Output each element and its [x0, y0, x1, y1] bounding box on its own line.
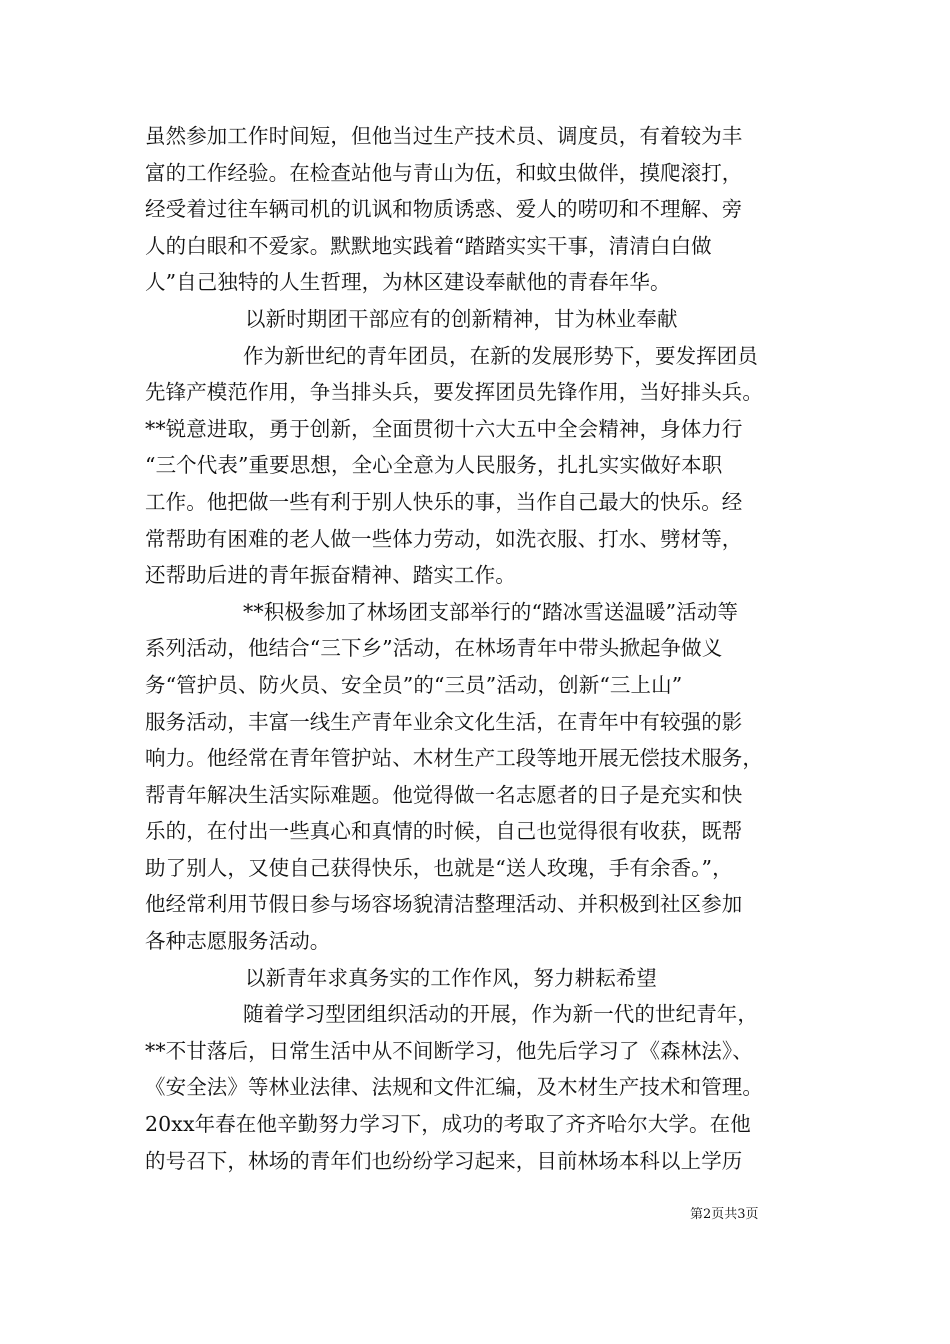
text-line: “三个代表”重要思想，全心全意为人民服务，扎扎实实做好本职 — [145, 453, 723, 478]
text-line: 响力。他经常在青年管护站、木材生产工段等地开展无偿技术服务， — [145, 746, 763, 771]
text-line: 人的白眼和不爱家。默默地实践着“踏踏实实干事，清清白白做 — [145, 233, 712, 258]
text-line: 各种志愿服务活动。 — [145, 929, 331, 954]
text-line: 作为新世纪的青年团员，在新的发展形势下，要发挥团员 — [243, 343, 758, 368]
text-line: 随着学习型团组织活动的开展，作为新一代的世纪青年， — [243, 1002, 758, 1027]
text-line: 他经常利用节假日参与场容场貌清洁整理活动、并积极到社区参加 — [145, 892, 743, 917]
text-line: 服务活动，丰富一线生产青年业余文化生活，在青年中有较强的影 — [145, 709, 743, 734]
text-line: **不甘落后，日常生活中从不间断学习，他先后学习了《森林法》、 — [145, 1038, 753, 1063]
text-line: 帮青年解决生活实际难题。他觉得做一名志愿者的日子是充实和快 — [145, 782, 743, 807]
section-heading: 以新青年求真务实的工作作风，努力耕耘希望 — [245, 965, 657, 990]
text-line: 还帮助后进的青年振奋精神、踏实工作。 — [145, 563, 516, 588]
document-body — [145, 118, 825, 1179]
text-line: 乐的，在付出一些真心和真情的时候，自己也觉得很有收获，既帮 — [145, 819, 743, 844]
text-line: 常帮助有困难的老人做一些体力劳动，如洗衣服、打水、劈材等， — [145, 526, 743, 551]
text-line: 系列活动，他结合“三下乡”活动，在林场青年中带头掀起争做义 — [145, 636, 723, 661]
text-line: 先锋产模范作用，争当排头兵，要发挥团员先锋作用，当好排头兵。 — [145, 380, 763, 405]
text-line: 务“管护员、防火员、安全员”的“三员”活动，创新“三上山” — [145, 672, 683, 697]
text-line: 经受着过往车辆司机的讥讽和物质诱惑、爱人的唠叨和不理解、旁 — [145, 197, 743, 222]
text-line: **锐意进取，勇于创新，全面贯彻十六大五中全会精神，身体力行 — [145, 416, 743, 441]
text-line: 助了别人，又使自己获得快乐，也就是“送人玫瑰，手有余香。”， — [145, 855, 733, 880]
page-number-footer: 第2页共3页 — [690, 1207, 759, 1222]
text-line: 工作。他把做一些有利于别人快乐的事，当作自己最大的快乐。经 — [145, 489, 743, 514]
text-line: **积极参加了林场团支部举行的“踏冰雪送温暖”活动等 — [243, 599, 739, 624]
text-line: 《安全法》等林业法律、法规和文件汇编，及木材生产技术和管理。 — [145, 1075, 763, 1100]
text-line: 富的工作经验。在检查站他与青山为伍，和蚊虫做伴，摸爬滚打， — [145, 160, 743, 185]
text-line: 的号召下，林场的青年们也纷纷学习起来，目前林场本科以上学历 — [145, 1148, 743, 1173]
text-line: 虽然参加工作时间短，但他当过生产技术员、调度员，有着较为丰 — [145, 124, 743, 148]
section-heading: 以新时期团干部应有的创新精神，甘为林业奉献 — [245, 306, 678, 331]
text-line: 人”自己独特的人生哲理，为林区建设奉献他的青春年华。 — [145, 270, 671, 295]
text-line: 20xx年春在他辛勤努力学习下，成功的考取了齐齐哈尔大学。在他 — [145, 1112, 751, 1137]
